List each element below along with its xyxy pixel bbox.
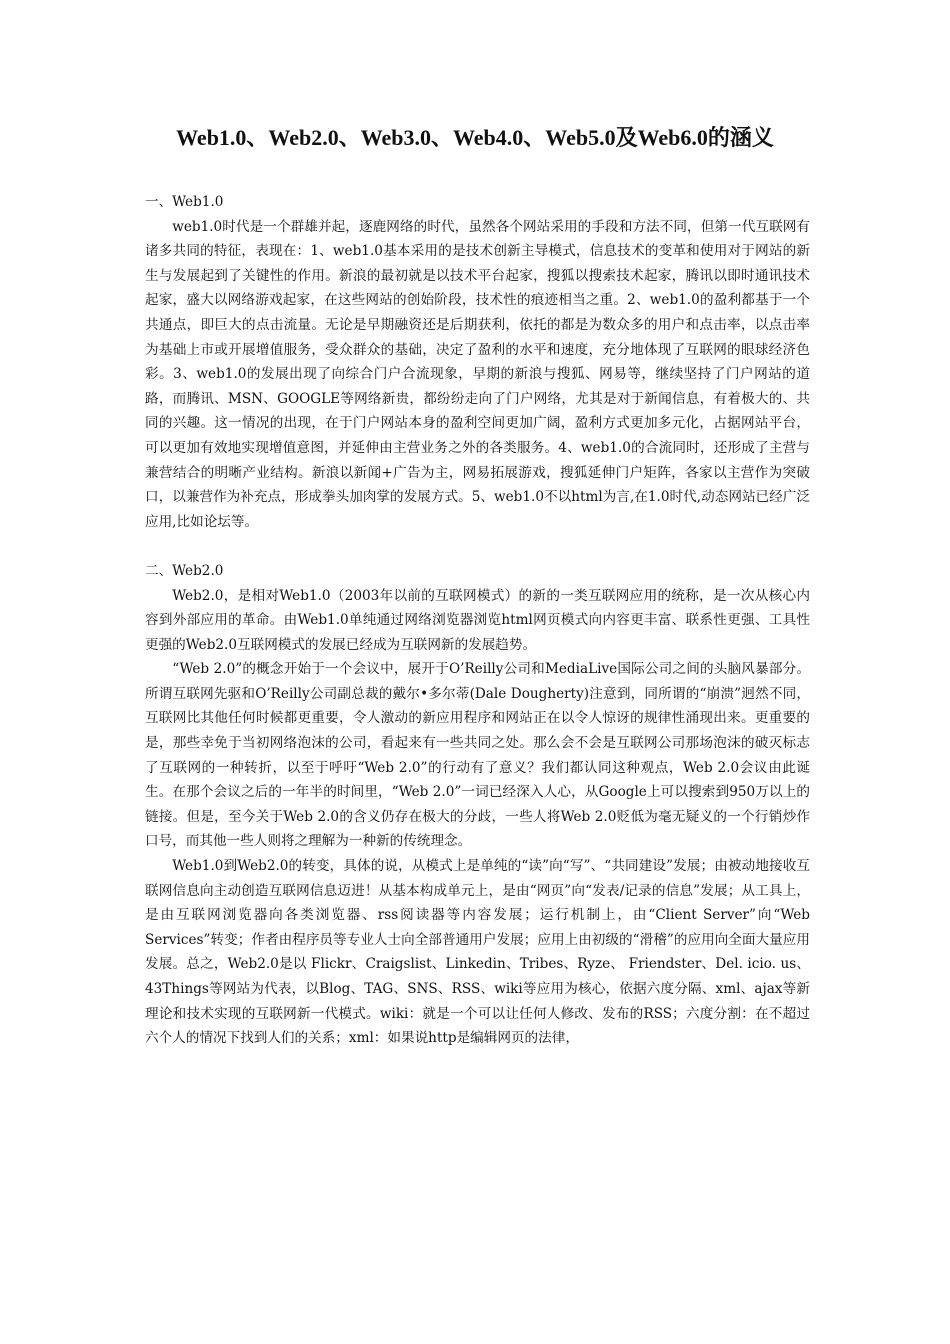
paragraph: Web1.0到Web2.0的转变，具体的说，从模式上是单纯的“读”向“写”、“共同建设”发展；由被动地接收互联网信息向主动创造互联网信息迈进！从基本构成单元上，是由“网页”向“发表/记录的信息”发展；从工具上，是由互联网浏览器向各类浏览器、rss阅读器等内容发展；运行机制上，由“Client Server”向“Web Services”转变；作者由程序员等专业人士向全部普通用户发展；应用上由初级的“滑稽”的应用向全面大量应用发展。总之，Web2.0是以 Flickr、Craigslist、Linkedin、Tribes、Ryze、 Friendster、Del. icio. us、43Things等网站为代表，以Blog、TAG、SNS、RSS、wiki等应用为核心，依据六度分隔、xml、ajax等新理论和技术实现的互联网新一代模式。wiki：就是一个可以让任何人修改、发布的RSS；六度分割：在不超过六个人的情况下找到人们的关系；xml：如果说http是编辑网页的法律， (145, 858, 810, 1047)
section-heading: 一、Web1.0 (145, 194, 224, 210)
paragraph: web1.0时代是一个群雄并起，逐鹿网络的时代，虽然各个网站采用的手段和方法不同，但第一代互联网有诸多共同的特征，表现在：1、web1.0基本采用的是技术创新主导模式，信息技术的变革和使用对于网站的新生与发展起到了关键性的作用。新浪的最初就是以技术平台起家，搜狐以搜索技术起家，腾讯以即时通讯技术起家，盛大以网络游戏起家，在这些网站的创始阶段，技术性的痕迹相当之重。2、web1.0的盈利都基于一个共通点，即巨大的点击流量。无论是早期融资还是后期获利，依托的都是为数众多的用户和点击率，以点击率为基础上市或开展增值服务，受众群众的基础，决定了盈利的水平和速度，充分地体现了互联网的眼球经济色彩。3、web1.0的发展出现了向综合门户合流现象，早期的新浪与搜狐、网易等，继续坚持了门户网站的道路，而腾讯、MSN、GOOGLE等网络新贵，都纷纷走向了门户网络，尤其是对于新闻信息，有着极大的、共同的兴趣。这一情况的出现，在于门户网站本身的盈利空间更加广阔，盈利方式更加多元化，占据网站平台，可以更加有效地实现增值意图，并延伸由主营业务之外的各类服务。4、web1.0的合流同时，还形成了主营与兼营结合的明晰产业结构。新浪以新闻+广告为主，网易拓展游戏，搜狐延伸门户矩阵，各家以主营作为突破口，以兼营作为补充点，形成拳头加肉掌的发展方式。5、web1.0不以html为言,在1.0时代,动态网站已经广泛应用,比如论坛等。 (145, 218, 810, 530)
paragraph: Web2.0，是相对Web1.0（2003年以前的互联网模式）的新的一类互联网应用的统称，是一次从核心内容到外部应用的革命。由Web1.0单纯通过网络浏览器浏览html网页模式向内容更丰富、联系性更强、工具性更强的Web2.0互联网模式的发展已经成为互联网新的发展趋势。 (145, 587, 810, 653)
paragraph: “Web 2.0”的概念开始于一个会议中，展开于O’Reilly公司和MediaLive国际公司之间的头脑风暴部分。所谓互联网先驱和O’Reilly公司副总裁的戴尔•多尔蒂(Dale Dougherty)注意到，同所谓的“崩溃”迥然不同，互联网比其他任何时候都更重要，令人激动的新应用程序和网站正在以令人惊讶的规律性涌现出来。更重要的是，那些幸免于当初网络泡沫的公司，看起来有一些共同之处。那么会不会是互联网公司那场泡沫的破灭标志了互联网的一种转折，以至于呼吁“Web 2.0”的行动有了意义？我们都认同这种观点，Web 2.0会议由此诞生。在那个会议之后的一年半的时间里，“Web 2.0”一词已经深入人心，从Google上可以搜索到950万以上的链接。但是，至今关于Web 2.0的含义仍存在极大的分歧，一些人将Web 2.0贬低为毫无疑义的一个行销炒作口号，而其他一些人则将之理解为一种新的传统理念。 (145, 661, 810, 850)
document-body (145, 190, 810, 1051)
section-web1 (145, 190, 810, 534)
document-title: Web1.0、Web2.0、Web3.0、Web4.0、Web5.0及Web6.0的涵义 (176, 125, 774, 150)
section-web2 (145, 559, 810, 1051)
section-spacer (145, 534, 810, 559)
section-heading: 二、Web2.0 (145, 562, 224, 579)
